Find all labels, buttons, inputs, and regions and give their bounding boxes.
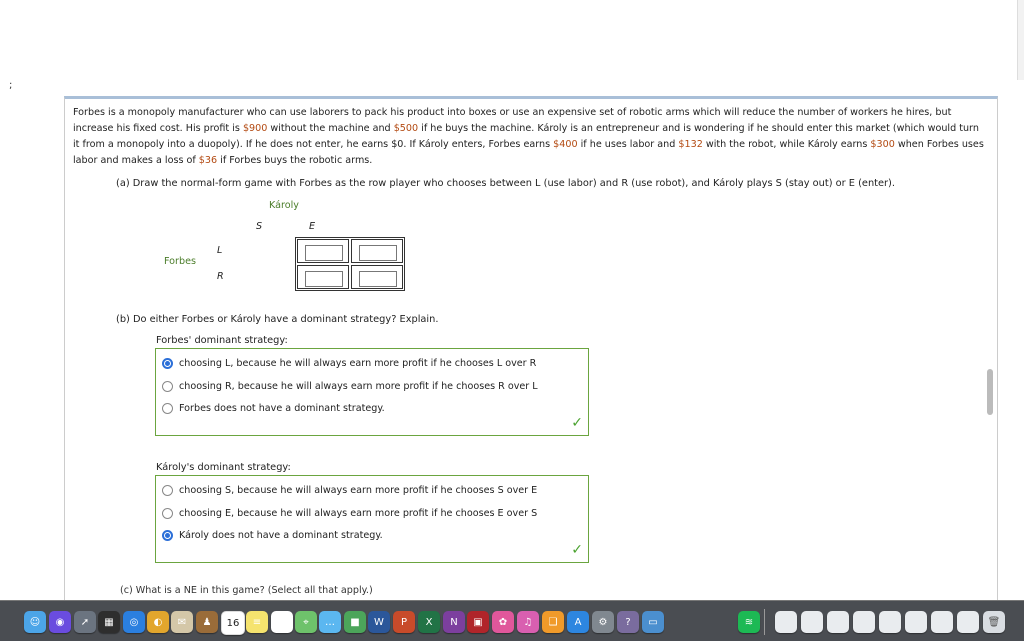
question-b: (b) Do either Forbes or Károly have a dominant strategy? Explain. — [116, 314, 439, 325]
payoff-input-l-s[interactable] — [305, 245, 343, 261]
problem-text: Forbes is a monopoly manufacturer who can use laborers to pack his product into boxes or use an expensive set of robotic arms which will reduce the number of workers he hires, but increase his fixed cost. His profit is $900 without the machine and $500 if he buys the machine. Károly is an entrepreneur and is wondering if he should enter this market (which would turn it from a monopoly into a duopoly). If he does not enter, he earns $0. If Károly enters, Forbes earns $400 if he uses labor and $132 with the robot, while Károly earns $300 when Forbes uses labor and makes a loss of $36 if Forbes buys the robotic arms. — [73, 107, 984, 166]
row-player-label: Forbes — [164, 256, 196, 267]
itunes-icon[interactable]: ✿ — [492, 611, 514, 633]
radio-empty-icon[interactable] — [162, 508, 173, 519]
notes-icon[interactable]: ≡ — [246, 611, 268, 633]
radio-selected-icon[interactable] — [162, 530, 173, 541]
spotify-icon[interactable]: ≋ — [738, 611, 760, 633]
ibooks-icon[interactable]: ♫ — [517, 611, 539, 633]
question-c-partial: (c) What is a NE in this game? (Select all that apply.) — [120, 585, 373, 596]
preview-icon[interactable]: ▭ — [642, 611, 664, 633]
payoff-input-l-e[interactable] — [359, 245, 397, 261]
question-a: (a) Draw the normal-form game with Forbes as the row player who chooses between L (use labor) and R (use robot), and Károly plays S (stay out) or E (enter). — [116, 178, 895, 189]
minimized-window-icon[interactable] — [827, 611, 849, 633]
maps-icon[interactable]: ⌖ — [295, 611, 317, 633]
forbes-answer-group — [155, 348, 589, 436]
column-label-s: S — [256, 221, 263, 232]
launchpad-icon[interactable]: ➚ — [74, 611, 96, 633]
forbes-strategy-label: Forbes' dominant strategy: — [156, 335, 288, 346]
payoff-matrix — [295, 237, 405, 291]
forbes-option-none[interactable]: Forbes does not have a dominant strategy. — [162, 400, 385, 416]
minimized-window-icon[interactable] — [957, 611, 979, 633]
forbes-option-r[interactable]: choosing R, because he will always earn more profit if he chooses R over L — [162, 378, 538, 394]
window-top-area — [0, 0, 1024, 96]
karoly-answer-group — [155, 475, 589, 563]
radio-empty-icon[interactable] — [162, 403, 173, 414]
radio-empty-icon[interactable] — [162, 485, 173, 496]
browser-right-edge — [1017, 0, 1024, 80]
safari-icon[interactable]: ▦ — [98, 611, 120, 633]
row-label-r: R — [217, 271, 224, 282]
trash-icon[interactable]: 🗑 — [983, 611, 1005, 633]
radio-empty-icon[interactable] — [162, 381, 173, 392]
system-preferences-icon[interactable]: A — [567, 611, 589, 633]
forbes-option-l[interactable]: choosing L, because he will always earn more profit if he chooses L over R — [162, 355, 536, 371]
minimized-window-icon[interactable] — [879, 611, 901, 633]
mac-dock — [0, 600, 1024, 641]
correct-check-icon: ✓ — [571, 415, 583, 431]
karoly-option-none[interactable]: Károly does not have a dominant strategy. — [162, 527, 383, 543]
word-icon[interactable]: W — [368, 611, 390, 633]
karoly-strategy-label: Károly's dominant strategy: — [156, 462, 291, 473]
matrix-cell-r-s — [297, 265, 349, 289]
minimized-window-icon[interactable] — [905, 611, 927, 633]
minimized-window-icon[interactable] — [775, 611, 797, 633]
karoly-option-s[interactable]: choosing S, because he will always earn more profit if he chooses S over E — [162, 482, 537, 498]
vertical-scrollbar[interactable] — [987, 369, 993, 415]
messages-icon[interactable]: … — [319, 611, 341, 633]
karoly-option-e[interactable]: choosing E, because he will always earn more profit if he chooses E over S — [162, 505, 537, 521]
top-mark: ; — [9, 80, 13, 91]
minimized-window-icon[interactable] — [931, 611, 953, 633]
contacts-icon[interactable]: ♟ — [196, 611, 218, 633]
row-label-l: L — [217, 245, 223, 256]
excel-icon[interactable]: X — [418, 611, 440, 633]
matrix-cell-l-e — [351, 239, 403, 263]
photos-icon[interactable]: ✉ — [171, 611, 193, 633]
question-panel — [64, 96, 998, 603]
minimized-window-icon[interactable] — [801, 611, 823, 633]
powerpoint-icon[interactable]: P — [393, 611, 415, 633]
correct-check-icon: ✓ — [571, 542, 583, 558]
reminders-icon[interactable] — [271, 611, 293, 633]
matrix-cell-l-s — [297, 239, 349, 263]
help-icon[interactable]: ? — [617, 611, 639, 633]
calendar-icon[interactable] — [221, 611, 245, 635]
payoff-input-r-e[interactable] — [359, 271, 397, 287]
facetime-icon[interactable]: ■ — [344, 611, 366, 633]
chrome-icon[interactable]: ◎ — [123, 611, 145, 633]
matrix-cell-r-e — [351, 265, 403, 289]
photo-booth-icon[interactable]: ▣ — [467, 611, 489, 633]
keynote-icon[interactable]: ⚙ — [592, 611, 614, 633]
siri-icon[interactable]: ◉ — [49, 611, 71, 633]
calendar-day: 16 — [226, 617, 240, 629]
finder-icon[interactable]: ☺ — [24, 611, 46, 633]
column-player-label: Károly — [269, 200, 299, 211]
payoff-input-r-s[interactable] — [305, 271, 343, 287]
app-store-icon[interactable]: ❑ — [542, 611, 564, 633]
onenote-icon[interactable]: N — [443, 611, 465, 633]
minimized-window-icon[interactable] — [853, 611, 875, 633]
dock-separator — [764, 609, 765, 635]
radio-selected-icon[interactable] — [162, 358, 173, 369]
mail-icon[interactable]: ◐ — [147, 611, 169, 633]
column-label-e: E — [309, 221, 316, 232]
